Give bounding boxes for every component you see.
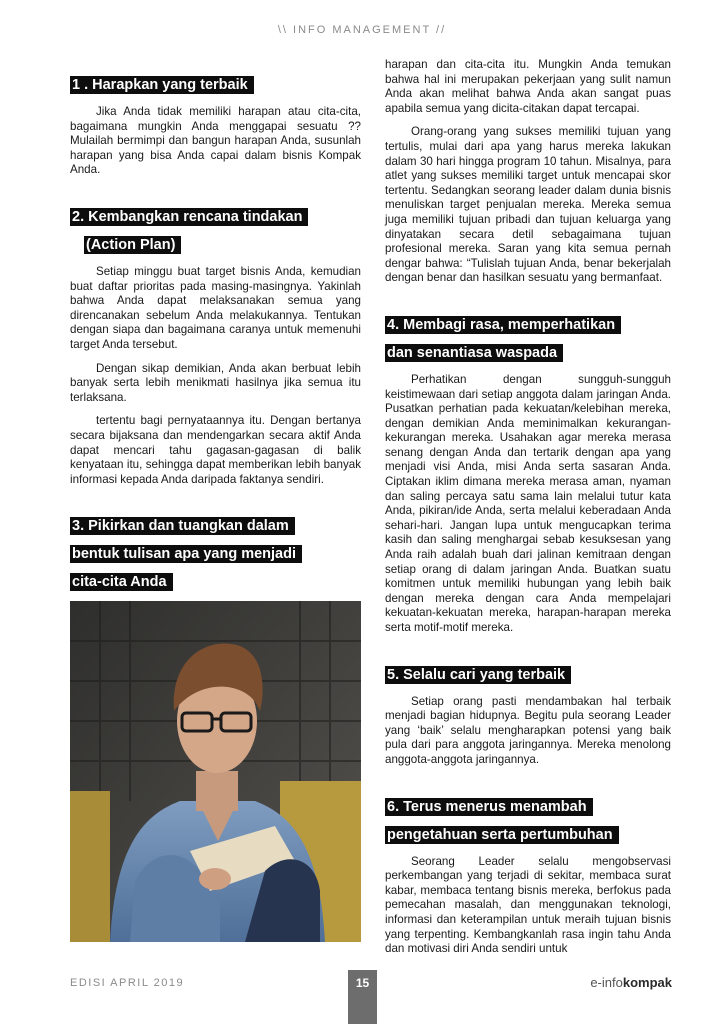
page-number: 15: [348, 970, 377, 1024]
section-3-continued-paragraph-1: harapan dan cita-cita itu. Mungkin Anda temukan bahwa hal ini merupakan pekerjaan yang sulit namun Anda akan melihat bahwa Anda akan sangat puas apabila semua yang dicita-citakan dapat tercapai.: [385, 58, 671, 115]
section-3-heading-line3: cita-cita Anda: [70, 565, 361, 593]
section-4-paragraph: Perhatikan dengan sungguh-sungguh keistimewaan dari setiap anggota dalam jaringan Anda. Pusatkan perhatian pada kekuatan/kelebihan mereka, dengan demikian Anda meminimalkan kekurangan-kekurangan mereka. Usahakan agar mereka merasa senang dengan Anda dan tertarik dengan apa yang menjadi visi Anda, misi Anda serta sasaran Anda. Ciptakan iklim dimana mereka merasa aman, nyaman dan saling percaya satu sama lain melalui tutur kata Anda, pikiran/ide Anda, serta melalui keberadaan Anda sehari-hari. Jangan lupa untuk mengucapkan terima kasih dan saling menghargai sebab kesuksesan yang Anda raih adalah buah dari jalinan kemitraan dengan setiap orang di dalam jaringan Anda. Buatkan suatu komitmen untuk memiliki hubungan yang lebih baik dengan mereka dengan cara Anda mempelajari kekuatan-kekuatan mereka, harapan-harapan mereka serta motif-motif mereka.: [385, 372, 671, 634]
section-4-heading: 4. Membagi rasa, memperhatikan: [385, 308, 671, 336]
section-2-paragraph-2: Dengan sikap demikian, Anda akan berbuat lebih banyak serta lebih menikmati hasilnya jika semua itu terlaksana.: [70, 361, 361, 404]
section-6-heading: 6. Terus menerus menambah: [385, 790, 671, 818]
section-5-paragraph: Setiap orang pasti mendambakan hal terbaik menjadi bagian hidupnya. Begitu pula seorang Leader yang ‘baik’ selalu mengharapkan potensi yang baik pula dari para anggota jaringannya. Mereka menolong anggota-anggota jaringannya.: [385, 694, 671, 766]
section-2-paragraph-3: tertentu bagi pernyataannya itu. Dengan bertanya secara bijaksana dan mendengarkan secara aktif Anda dapat mencari tahu gagasan-gagasan di balik kenyataan itu, sehingga dapat memberikan lebih banyak informasi kepada Anda daripada faktanya sendiri.: [70, 414, 361, 486]
section-5-heading: 5. Selalu cari yang terbaik: [385, 658, 671, 686]
section-3-heading: 3. Pikirkan dan tuangkan dalam: [70, 509, 361, 537]
section-2-paragraph-1: Setiap minggu buat target bisnis Anda, kemudian buat daftar prioritas pada masing-masingnya. Yakinlah bahwa Anda dapat melaksanakan semua yang direncanakan sebelum Anda melakukannya. Tentukan dengan siapa dan bagaimana caranya untuk memenuhi target Anda tersebut.: [70, 264, 361, 351]
section-6-heading-line2: pengetahuan serta pertumbuhan: [385, 818, 671, 846]
right-column: [385, 58, 671, 957]
section-4-heading-line2: dan senantiasa waspada: [385, 336, 671, 364]
running-header: \\ INFO MANAGEMENT //: [277, 24, 447, 36]
brand-logo: [590, 975, 672, 990]
edition-label: EDISI APRIL 2019: [70, 977, 185, 989]
left-column: [70, 58, 361, 646]
brand-bold: kompak: [622, 975, 672, 990]
section-1-paragraph: Jika Anda tidak memiliki harapan atau cita-cita, bagaimana mungkin Anda menggapai sesuatu ?? Mulailah bermimpi dan bangun harapan Anda, susunlah harapan yang bisa Anda capai dalam bisnis Kompak Anda.: [70, 105, 361, 177]
section-3-heading-line2: bentuk tulisan apa yang menjadi: [70, 537, 361, 565]
section-3-continued-paragraph-2: Orang-orang yang sukses memiliki tujuan yang tertulis, mulai dari apa yang harus mereka lakukan dalam 30 hari hingga program 10 tahun. Misalnya, para atlet yang sukses memiliki target untuk mencapai skor tertentu. Sedangkan seorang leader dalam dunia bisnis menuliskan target penjualan mereka. Mereka semua juga memiliki tujuan pribadi dan tujuan keluarga yang dinyatakan secara detil sebagaimana tujuan profesional mereka. Saran yang kita semua pernah dengar bahwa: “Tulislah tujuan Anda, benar bekerjalah dengan benar dan hasilkan sesuatu yang bermanfaat.: [385, 125, 671, 285]
section-2-heading: 2. Kembangkan rencana tindakan: [70, 200, 361, 228]
brand-prefix: e-info: [590, 975, 623, 990]
section-1-heading: 1 . Harapkan yang terbaik: [70, 68, 361, 96]
man-writing-photo: [70, 601, 361, 942]
section-2-heading-line2: (Action Plan): [70, 228, 361, 256]
section-6-paragraph: Seorang Leader selalu mengobservasi perkembangan yang terjadi di sekitar, membaca surat kabar, membaca tentang bisnis mereka, berfokus pada pemecahan masalah, dan menggunakan teknologi, informasi dan keterampilan untuk meraih tujuan bisnis yang terpenting. Kembangkanlah rasa ingin tahu Anda dan motivasi diri Anda sendiri untuk: [385, 854, 671, 956]
